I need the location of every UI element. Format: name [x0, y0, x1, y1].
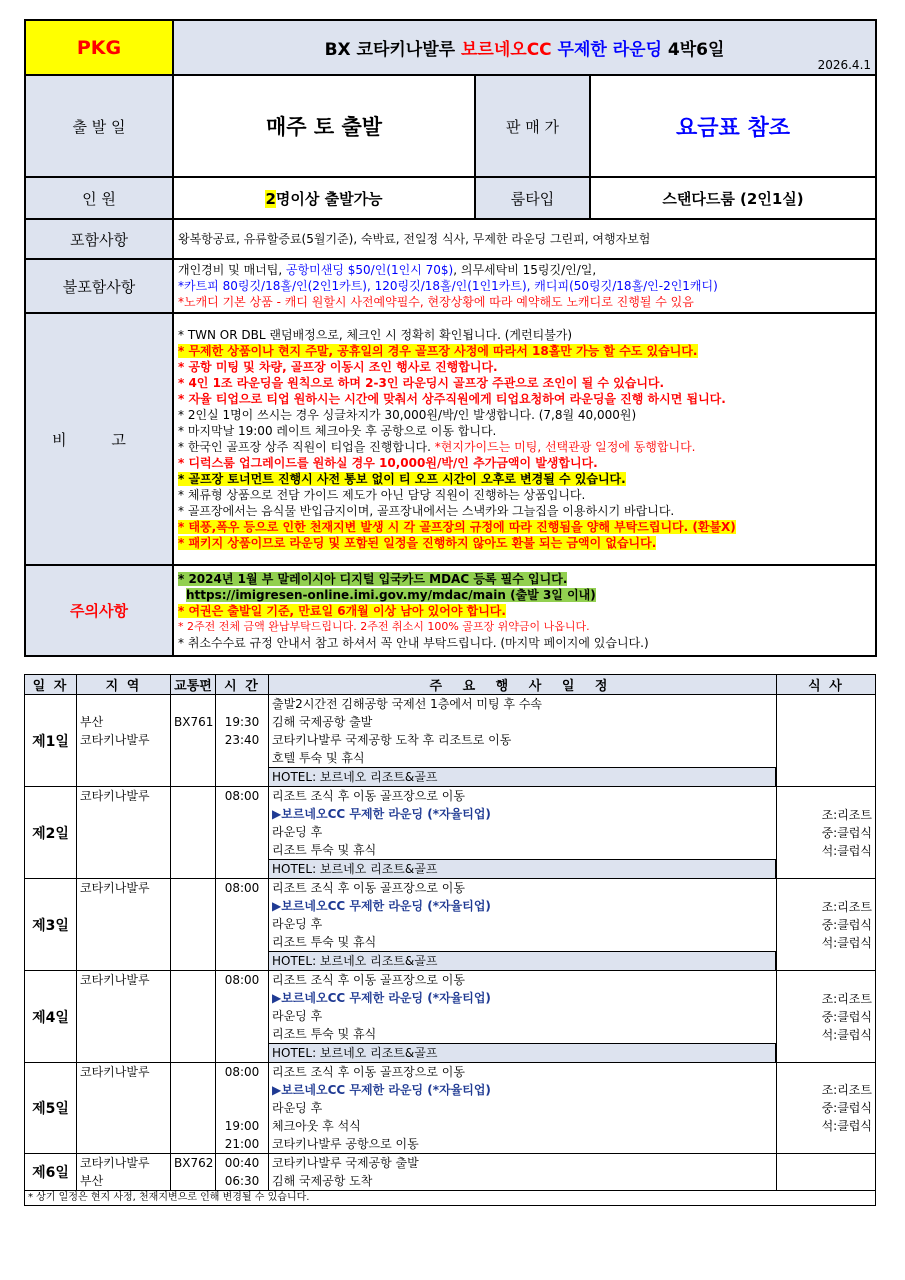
title-course: 보르네오CC [461, 40, 552, 60]
time-cell: 08:00 [216, 879, 269, 971]
col-region: 지 역 [77, 675, 171, 695]
day-row [25, 971, 876, 1063]
remark-item: * 마지막날 19:00 레이트 체크아웃 후 공항으로 이동 합니다. [178, 424, 497, 438]
itinerary-item: 리조트 투숙 및 휴식 [272, 843, 377, 857]
region-char: 산 [91, 1174, 104, 1188]
remark-item: * 디럭스룸 업그레이드를 원하실 경우 10,000원/박/인 추가금액이 발생합니다. [178, 456, 598, 470]
day-row [25, 1154, 876, 1191]
time: 00:40 [224, 1156, 260, 1170]
caution-item: * 여권은 출발일 기준, 만료일 6개월 이상 남아 있어야 합니다. [178, 603, 506, 618]
day-label: 제1일 [25, 695, 77, 787]
region-cell: 코타키나발루 [77, 1063, 171, 1154]
col-meal: 식 사 [777, 675, 876, 695]
excluded-label: 불포함사항 [25, 259, 173, 313]
caution-item: * 취소수수료 규정 안내서 참고 하셔서 꼭 안내 부탁드립니다. (마지막 페이지에 있습니다.) [178, 635, 649, 650]
itinerary-item: 코타키나발루 국제공항 출발 [272, 1156, 419, 1170]
departure-value: 매주 토 출발 [173, 75, 475, 177]
transport-cell [171, 695, 216, 787]
itinerary-item: 리조트 조식 후 이동 골프장으로 이동 [272, 881, 465, 895]
region-busan [80, 713, 167, 731]
price-value: 요금표 참조 [590, 75, 876, 177]
excluded-line1c: , 의무세탁비 15링깃/인/일, [453, 263, 597, 277]
remark-item: * 패키지 상품이므로 라운딩 및 포함된 일정을 진행하지 않아도 환불 되는 금액이 없습니다. [178, 536, 657, 550]
hotel-name: HOTEL: 보르네오 리조트&골프 [269, 951, 776, 970]
col-time: 시 간 [216, 675, 269, 695]
day-label: 제3일 [25, 879, 77, 971]
price-label: 판 매 가 [475, 75, 590, 177]
itinerary-item: 코타키나발루 공항으로 이동 [272, 1137, 419, 1151]
meal-lunch: 중:클럽식 [821, 1009, 872, 1024]
itinerary-cell [269, 879, 777, 971]
region-char: 부 [80, 1174, 92, 1188]
remark-item: * 무제한 상품이나 현지 주말, 공휴일의 경우 골프장 사정에 따라서 18홀만 가능 할 수도 있습니다. [178, 344, 698, 358]
golf-round: ▶보르네오CC 무제한 라운딩 (*자율티업) [272, 899, 491, 913]
departure-label: 출 발 일 [25, 75, 173, 177]
meal-dinner: 석:클럽식 [821, 1119, 872, 1133]
transport-cell [171, 1154, 216, 1191]
itinerary-item: 체크아웃 후 석식 [272, 1119, 361, 1133]
remark-item: * 한국인 골프장 상주 직원이 티업을 진행합니다. [178, 440, 435, 454]
region-busan [80, 1172, 167, 1190]
schedule-table [24, 674, 876, 1206]
room-label: 룸타입 [475, 177, 590, 219]
title-unlimited: 무제한 라운딩 [551, 40, 663, 60]
remarks-list [173, 313, 876, 565]
remarks-label: 비 고 [25, 313, 173, 565]
itinerary-item: 리조트 투숙 및 휴식 [272, 935, 377, 949]
transport-cell [171, 1063, 216, 1154]
region-kk: 코타키나발루 [80, 1156, 150, 1170]
room-value: 스탠다드룸 (2인1실) [590, 177, 876, 219]
itinerary-item: 리조트 조식 후 이동 골프장으로 이동 [272, 1065, 465, 1079]
day-row [25, 695, 876, 787]
golf-round: ▶보르네오CC 무제한 라운딩 (*자율티업) [272, 807, 491, 821]
itinerary-cell [269, 787, 777, 879]
itinerary-item: 출발2시간전 김해공항 국제선 1층에서 미팅 후 수속 [272, 697, 542, 711]
itinerary-item: 라운딩 후 [272, 1101, 323, 1115]
day-row [25, 787, 876, 879]
meal-lunch: 중:클럽식 [821, 917, 872, 932]
pkg-badge: PKG [25, 20, 173, 75]
itinerary-item: 호텔 투숙 및 휴식 [272, 751, 365, 765]
meal-cell [777, 971, 876, 1063]
region-cell: 코타키나발루 [77, 971, 171, 1063]
remark-item: * 골프장에서는 음식물 반입금지이며, 골프장내에서는 스낵카와 그늘집을 이용하시기 바랍니다. [178, 504, 675, 518]
remark-item: * 골프장 토너먼트 진행시 사전 통보 없이 티 오프 시간이 오후로 변경될 수 있습니다. [178, 472, 626, 486]
flight-number: BX761 [174, 715, 214, 729]
itinerary-item: 김해 국제공항 도착 [272, 1174, 373, 1188]
flight-number: BX762 [174, 1156, 214, 1170]
itinerary-item: 리조트 투숙 및 휴식 [272, 1027, 377, 1041]
title-prefix: BX 코타키나발루 [324, 40, 461, 60]
title-duration: 4박6일 [662, 40, 725, 60]
region-cell [77, 1154, 171, 1191]
itinerary-cell [269, 695, 777, 787]
itinerary-item: 라운딩 후 [272, 825, 323, 839]
day-label: 제4일 [25, 971, 77, 1063]
excluded-line3: *노캐디 기본 상품 - 캐디 원할시 사전예약필수, 현장상황에 따라 예약해도 노캐디로 진행될 수 있음 [178, 295, 694, 309]
transport-cell [171, 879, 216, 971]
day-label: 제5일 [25, 1063, 77, 1154]
remark-item: * 공항 미팅 및 차량, 골프장 이동시 조인 행사로 진행합니다. [178, 360, 498, 374]
meal-cell [777, 1063, 876, 1154]
transport-cell [171, 971, 216, 1063]
region-char: 산 [91, 715, 104, 729]
caution-item: * 2주전 전체 금액 완납부탁드립니다. 2주전 취소시 100% 골프장 위약금이 나옵니다. [178, 619, 590, 633]
transport-cell [171, 787, 216, 879]
time-cell [216, 1154, 269, 1191]
meal-breakfast: 조:리조트 [821, 991, 872, 1006]
people-label: 인 원 [25, 177, 173, 219]
hotel-name: HOTEL: 보르네오 리조트&골프 [269, 1043, 776, 1062]
region-char: 부 [80, 715, 92, 729]
col-date: 일 자 [25, 675, 77, 695]
itinerary-item: 라운딩 후 [272, 1009, 323, 1023]
col-transport: 교통편 [171, 675, 216, 695]
itinerary-item: 코타키나발루 국제공항 도착 후 리조트로 이동 [272, 733, 512, 747]
itinerary-cell [269, 1154, 777, 1191]
people-text: 명이상 출발가능 [275, 189, 383, 208]
excluded-value [173, 259, 876, 313]
col-itinerary: 주 요 행 사 일 정 [269, 675, 777, 695]
meal-lunch: 중:클럽식 [821, 1101, 872, 1115]
meal-dinner: 석:클럽식 [821, 935, 872, 950]
remark-item: * 4인 1조 라운딩을 원칙으로 하며 2-3인 라운딩시 골프장 주관으로 조인이 될 수 있습니다. [178, 376, 665, 390]
meal-dinner: 석:클럽식 [821, 1027, 872, 1042]
region-cell [77, 695, 171, 787]
itinerary-cell [269, 1063, 777, 1154]
time-cell [216, 695, 269, 787]
remark-item: * 2인실 1명이 쓰시는 경우 싱글차지가 30,000원/박/인 발생합니다. (7,8월 40,000원) [178, 408, 637, 422]
itinerary-item: 김해 국제공항 출발 [272, 715, 373, 729]
meal-cell [777, 1154, 876, 1191]
time-cell [216, 1063, 269, 1154]
time: 19:30 [224, 715, 260, 729]
remark-item: * 체류형 상품으로 전담 가이드 제도가 아닌 담당 직원이 진행하는 상품입니다. [178, 488, 586, 502]
page-title [173, 20, 876, 75]
day-label: 제6일 [25, 1154, 77, 1191]
remark-item: * 자율 티업으로 티업 원하시는 시간에 맞춰서 상주직원에게 티업요청하여 라운딩을 진행 하시면 됩니다. [178, 392, 726, 406]
itinerary-item: 리조트 조식 후 이동 골프장으로 이동 [272, 973, 465, 987]
people-value [173, 177, 475, 219]
meal-cell [777, 695, 876, 787]
schedule-footnote: * 상기 일정은 현지 사정, 천재지변으로 인해 변경될 수 있습니다. [25, 1191, 876, 1206]
caution-list [173, 565, 876, 656]
time: 08:00 [224, 1065, 260, 1079]
time: 23:40 [224, 733, 260, 747]
day-row [25, 1063, 876, 1154]
people-min: 2 [265, 189, 276, 208]
day-row [25, 879, 876, 971]
meal-lunch: 중:클럽식 [821, 825, 872, 840]
region-kk: 코타키나발루 [80, 733, 150, 747]
excluded-line1a: 개인경비 및 매너팁, [178, 263, 286, 277]
region-cell: 코타키나발루 [77, 787, 171, 879]
issue-date: 2026.4.1 [817, 58, 872, 72]
meal-breakfast: 조:리조트 [821, 807, 872, 822]
caution-label: 주의사항 [25, 565, 173, 656]
meal-breakfast: 조:리조트 [821, 1083, 872, 1097]
meal-cell [777, 787, 876, 879]
remark-item: * 태풍,폭우 등으로 인한 천재지변 발생 시 각 골프장의 규정에 따라 진행됨을 양해 부탁드립니다. (환불X) [178, 520, 736, 534]
included-label: 포함사항 [25, 219, 173, 259]
remark-item-guide: *현지가이드는 미팅, 선택관광 일정에 동행합니다. [434, 440, 696, 454]
meal-cell [777, 879, 876, 971]
region-cell: 코타키나발루 [77, 879, 171, 971]
caution-item: * 2024년 1월 부 말레이시아 디지털 입국카드 MDAC 등록 필수 입니다. [178, 571, 568, 586]
included-value: 왕복항공료, 유류할증료(5월기준), 숙박료, 전일정 식사, 무제한 라운딩 그린피, 여행자보험 [173, 219, 876, 259]
excluded-line1b: 공항미샌딩 $50/인(1인시 70$) [286, 263, 454, 277]
golf-round: ▶보르네오CC 무제한 라운딩 (*자율티업) [272, 991, 491, 1005]
time: 19:00 [224, 1119, 260, 1133]
remark-item: * TWN OR DBL 랜덤배정으로, 체크인 시 정확히 확인됩니다. (게런티불가) [178, 328, 573, 342]
time: 21:00 [224, 1137, 260, 1151]
hotel-name: HOTEL: 보르네오 리조트&골프 [269, 859, 776, 878]
itinerary-cell [269, 971, 777, 1063]
meal-breakfast: 조:리조트 [821, 899, 872, 914]
itinerary-item: 리조트 조식 후 이동 골프장으로 이동 [272, 789, 465, 803]
mdac-link[interactable]: https://imigresen-online.imi.gov.my/mdac/main (출발 3일 이내) [186, 587, 596, 602]
info-table [24, 19, 877, 657]
time: 06:30 [224, 1174, 260, 1188]
day-label: 제2일 [25, 787, 77, 879]
meal-dinner: 석:클럽식 [821, 843, 872, 858]
time-cell: 08:00 [216, 971, 269, 1063]
hotel-name: HOTEL: 보르네오 리조트&골프 [269, 767, 776, 786]
excluded-line2: *카트피 80링깃/18홀/인(2인1카트), 120링깃/18홀/인(1인1카트), 캐디피(50링깃/18홀/인-2인1캐디) [178, 279, 718, 293]
time-cell: 08:00 [216, 787, 269, 879]
itinerary-item: 라운딩 후 [272, 917, 323, 931]
golf-round: ▶보르네오CC 무제한 라운딩 (*자율티업) [272, 1083, 491, 1097]
